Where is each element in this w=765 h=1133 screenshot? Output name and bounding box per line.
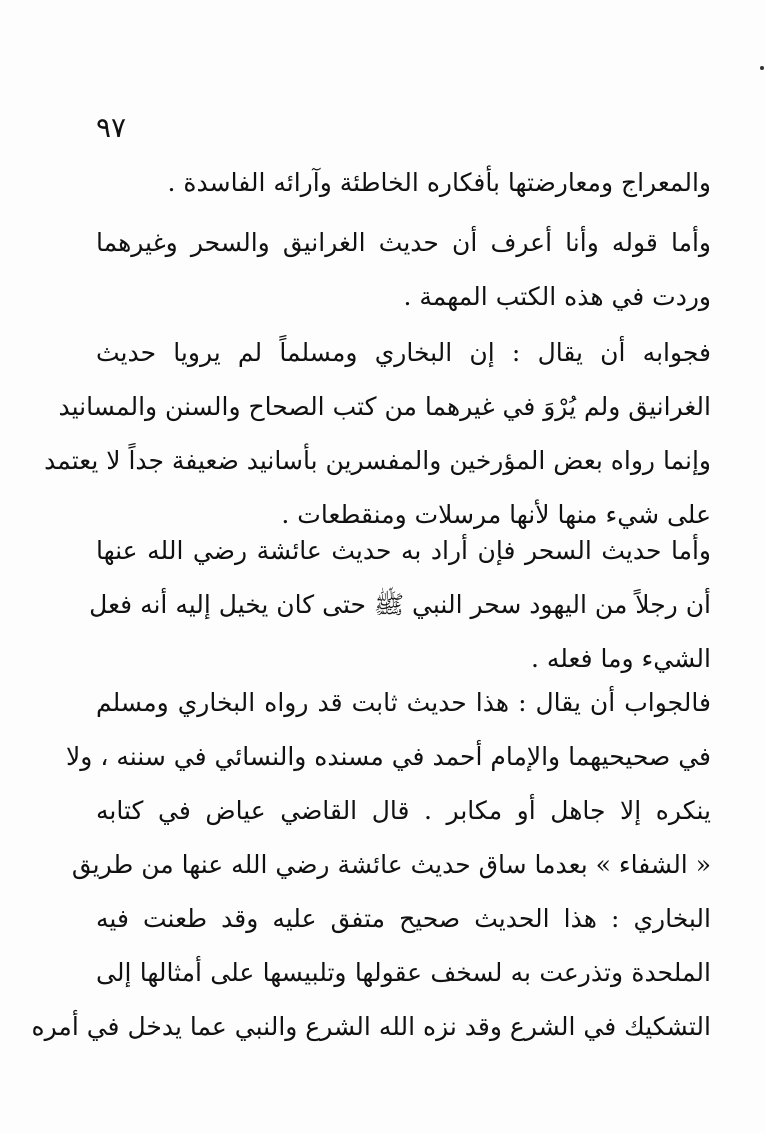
text-line: « الشفاء » بعدما ساق حديث عائشة رضي الله عنها من طريق [71, 850, 711, 879]
text-line: وأما قوله وأنا أعرف أن حديث الغرانيق والسحر وغيرهما [96, 228, 711, 257]
text-line: الغرانيق ولم يُرْوَ في غيرهما من كتب الصحاح والسنن والمسانيد [58, 392, 711, 421]
text-line: فجوابه أن يقال : إن البخاري ومسلماً لم يرويا حديث [96, 338, 711, 367]
paragraph-3 [44, 326, 711, 542]
scan-speck-top-right [760, 66, 764, 70]
text-line: أن رجلاً من اليهود سحر النبي ﷺ حتى كان يخيل إليه أنه فعل [89, 590, 711, 619]
text-line: في صحيحيهما والإمام أحمد في مسنده والنسائي في سننه ، ولا [66, 742, 711, 771]
text-line: البخاري : هذا الحديث صحيح متفق عليه وقد طعنت فيه [96, 904, 711, 933]
text-line: وردت في هذه الكتب المهمة . [403, 282, 711, 311]
page-number: ٩٧ [96, 111, 127, 144]
paragraph-5 [31, 676, 711, 1054]
paragraph-1 [96, 156, 711, 210]
text-line: الشيء وما فعله . [530, 644, 711, 673]
text-line: الملحدة وتذرعت به لسخف عقولها وتلبيسها على أمثالها إلى [96, 958, 711, 987]
text-line: وإنما رواه بعض المؤرخين والمفسرين بأسانيد ضعيفة جداً لا يعتمد [44, 446, 711, 475]
paragraph-2 [96, 216, 711, 324]
text-line: على شيء منها لأنها مرسلات ومنقطعات . [281, 500, 711, 529]
text-line: التشكيك في الشرع وقد نزه الله الشرع والنبي عما يدخل في أمره [31, 1012, 711, 1041]
text-line: فالجواب أن يقال : هذا حديث ثابت قد رواه البخاري ومسلم [96, 688, 711, 717]
text-line: ينكره إلا جاهل أو مكابر . قال القاضي عياض في كتابه [96, 796, 711, 825]
text-line: وأما حديث السحر فإن أراد به حديث عائشة رضي الله عنها [96, 536, 711, 565]
paragraph-4 [89, 524, 711, 686]
text-line: والمعراج ومعارضتها بأفكاره الخاطئة وآرائه الفاسدة . [167, 168, 711, 197]
